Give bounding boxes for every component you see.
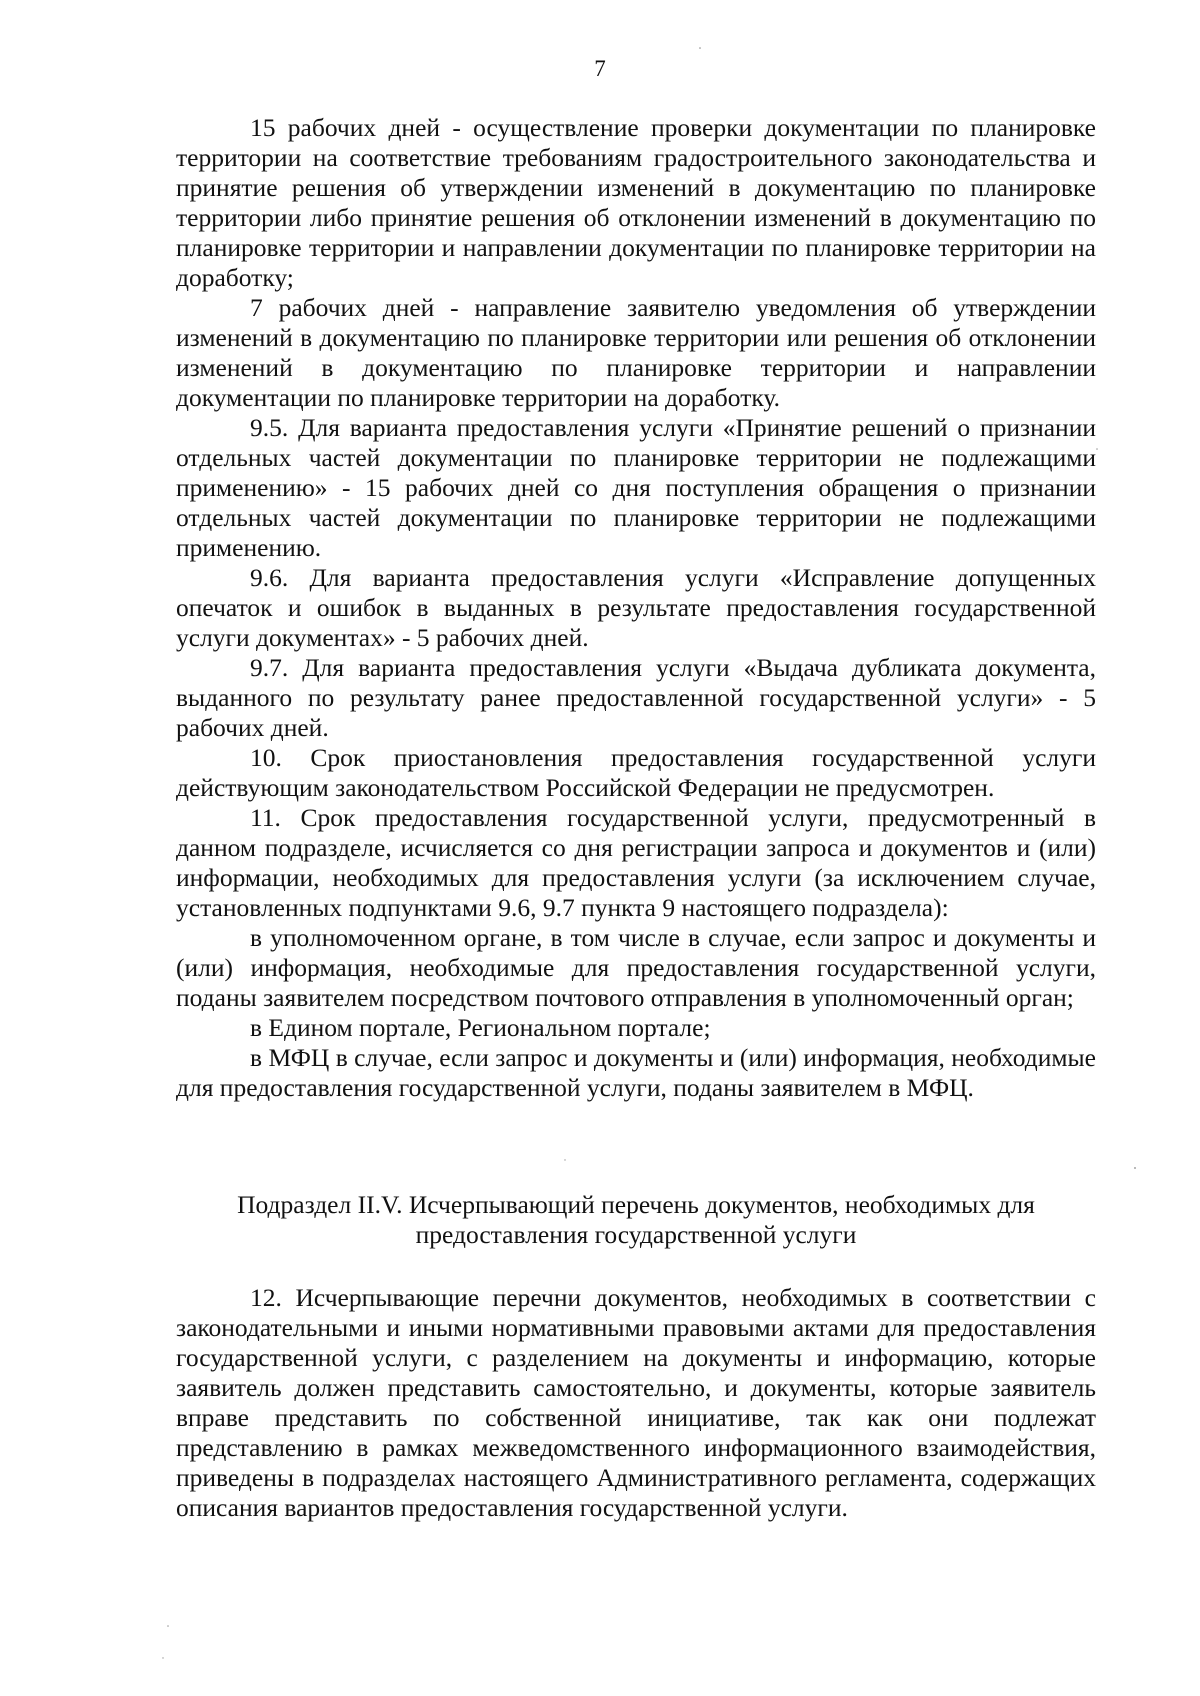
section-heading	[176, 1190, 1096, 1250]
paragraph: в МФЦ в случае, если запрос и документы и (или) информация, необходимые для предоставления государственной услуги, поданы заявителем в МФЦ.	[176, 1043, 1096, 1102]
scan-speck	[1134, 1167, 1136, 1169]
paragraph: 15 рабочих дней - осуществление проверки документации по планировке территории на соответствие требованиям градостроительного законодательства и принятие решения об утверждении изменений в документацию по планировке территории либо принятие решения об отклонении изменений в документацию по планировке территории и направлении документации по планировке территории на доработку;	[176, 113, 1096, 292]
paragraph: 9.6. Для варианта предоставления услуги «Исправление допущенных опечаток и ошибок в выданных в результате предоставления государственной услуги документах» - 5 рабочих дней.	[176, 563, 1096, 652]
paragraph: 11. Срок предоставления государственной услуги, предусмотренный в данном подразделе, исчисляется со дня регистрации запроса и документов и (или) информации, необходимых для предоставления услуги (за исключением случае, установленных подпунктами 9.6, 9.7 пункта 9 настоящего подраздела):	[176, 803, 1096, 922]
scan-speck	[162, 1657, 163, 1658]
paragraph: 10. Срок приостановления предоставления государственной услуги действующим законодательством Российской Федерации не предусмотрен.	[176, 743, 1096, 802]
scan-speck	[1096, 448, 1098, 450]
paragraph: 12. Исчерпывающие перечни документов, необходимых в соответствии с законодательными и иными нормативными правовыми актами для предоставления государственной услуги, с разделением на документы и информацию, которые заявитель должен представить самостоятельно, и документы, которые заявитель вправе представить по собственной инициативе, так как они подлежат представлению в рамках межведомственного информационного взаимодействия, приведены в подразделах настоящего Административного регламента, содержащих описания вариантов предоставления государственной услуги.	[176, 1283, 1096, 1522]
paragraph: в уполномоченном органе, в том числе в случае, если запрос и документы и (или) информация, необходимые для предоставления государственной услуги, поданы заявителем посредством почтового отправления в уполномоченный орган;	[176, 923, 1096, 1012]
body-text-top	[176, 113, 1096, 1103]
page-number: 7	[594, 56, 606, 81]
paragraph: в Едином портале, Региональном портале;	[250, 1013, 711, 1042]
paragraph: 7 рабочих дней - направление заявителю уведомления об утверждении изменений в документацию по планировке территории или решения об отклонении изменений в документацию по планировке территории и направлении документации по планировке территории на доработку.	[176, 293, 1096, 412]
paragraph: 9.7. Для варианта предоставления услуги «Выдача дубликата документа, выданного по результату ранее предоставленной государственной услуги» - 5 рабочих дней.	[176, 653, 1096, 742]
scan-speck	[167, 1625, 169, 1627]
section-heading-line: предоставления государственной услуги	[415, 1220, 857, 1249]
paragraph: 9.5. Для варианта предоставления услуги «Принятие решений о признании отдельных частей документации по планировке территории не подлежащими применению» - 15 рабочих дней со дня поступления обращения о признании отдельных частей документации по планировке территории не подлежащими применению.	[176, 413, 1096, 562]
scan-speck	[564, 1159, 565, 1160]
scan-speck	[699, 47, 701, 49]
body-text-bottom	[176, 1283, 1096, 1523]
section-heading-line: Подраздел II.V. Исчерпывающий перечень документов, необходимых для	[237, 1190, 1035, 1219]
